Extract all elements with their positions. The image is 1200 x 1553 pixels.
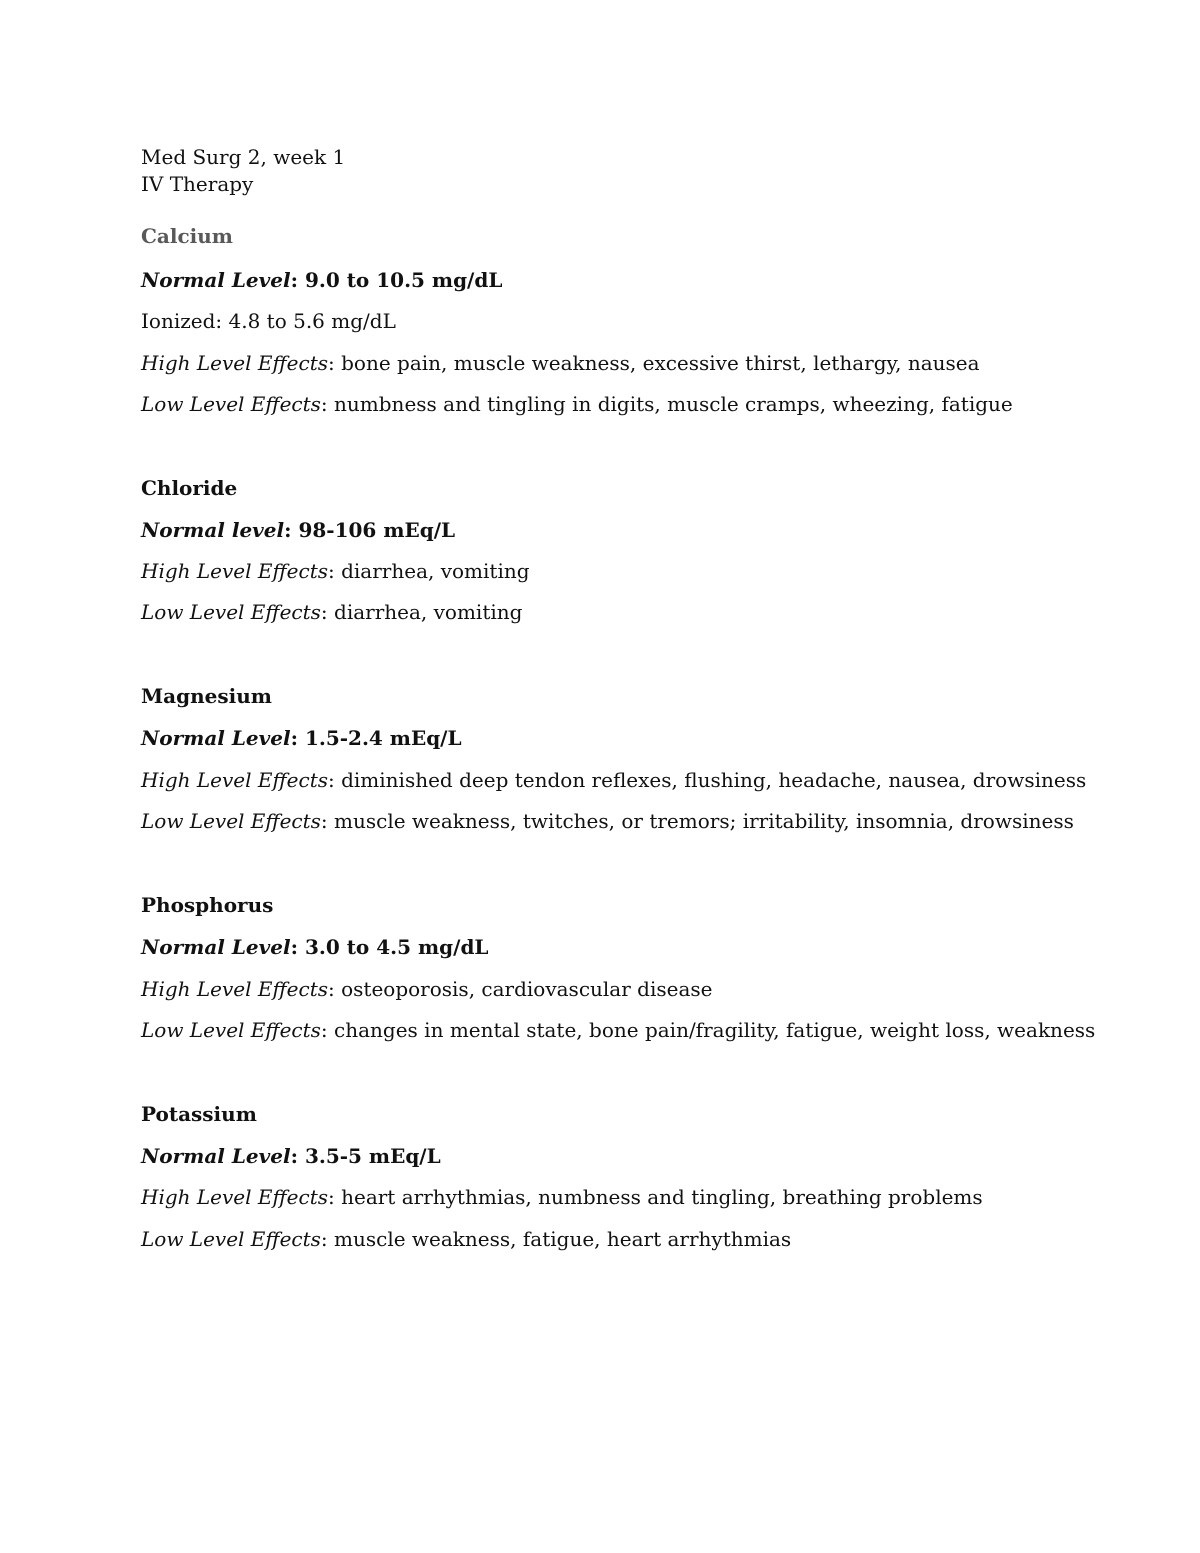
low-effects-label: Low Level Effects: [141, 392, 321, 416]
normal-level-line: Normal Level: 1.5-2.4 mEq/L: [141, 726, 462, 750]
low-effects-text: muscle weakness, twitches, or tremors; irritability, insomnia, drowsiness: [334, 809, 1074, 833]
normal-level-label: Normal Level: [141, 935, 291, 959]
high-effects-line: High Level Effects: heart arrhythmias, numbness and tingling, breathing problems: [141, 1185, 983, 1209]
normal-level-label: Normal Level: [141, 1144, 291, 1168]
high-effects-label: High Level Effects: [141, 768, 328, 792]
high-effects-text: osteoporosis, cardiovascular disease: [341, 977, 713, 1001]
low-effects-text: numbness and tingling in digits, muscle cramps, wheezing, fatigue: [334, 392, 1013, 416]
high-effects-line: High Level Effects: bone pain, muscle weakness, excessive thirst, lethargy, nausea: [141, 351, 980, 375]
low-effects-label: Low Level Effects: [141, 600, 321, 624]
normal-level-line: Normal Level: 3.5-5 mEq/L: [141, 1144, 441, 1168]
low-effects-line: Low Level Effects: numbness and tingling in digits, muscle cramps, wheezing, fatigue: [141, 392, 1013, 416]
normal-level-value: 98-106 mEq/L: [298, 518, 456, 542]
low-effects-text: muscle weakness, fatigue, heart arrhythmias: [334, 1227, 792, 1251]
normal-level-line: Normal Level: 3.0 to 4.5 mg/dL: [141, 935, 489, 959]
section-title: Chloride: [141, 476, 238, 500]
high-effects-text: bone pain, muscle weakness, excessive thirst, lethargy, nausea: [341, 351, 980, 375]
topic-line: IV Therapy: [141, 172, 254, 196]
high-effects-label: High Level Effects: [141, 351, 328, 375]
normal-level-value: 1.5-2.4 mEq/L: [304, 726, 462, 750]
low-effects-label: Low Level Effects: [141, 809, 321, 833]
high-effects-text: diminished deep tendon reflexes, flushing, headache, nausea, drowsiness: [341, 768, 1087, 792]
section-title: Magnesium: [141, 684, 272, 708]
section-title: Potassium: [141, 1102, 257, 1126]
high-effects-line: High Level Effects: diarrhea, vomiting: [141, 559, 530, 583]
high-effects-line: High Level Effects: osteoporosis, cardiovascular disease: [141, 977, 713, 1001]
normal-level-line: Normal level: 98-106 mEq/L: [141, 518, 456, 542]
low-effects-line: Low Level Effects: diarrhea, vomiting: [141, 600, 523, 624]
low-effects-line: Low Level Effects: changes in mental state, bone pain/fragility, fatigue, weight loss, weakness: [141, 1018, 1096, 1042]
low-effects-text: changes in mental state, bone pain/fragility, fatigue, weight loss, weakness: [334, 1018, 1096, 1042]
high-effects-text: heart arrhythmias, numbness and tingling, breathing problems: [341, 1185, 983, 1209]
normal-level-label: Normal Level: [141, 268, 291, 292]
normal-level-label: Normal Level: [141, 726, 291, 750]
low-effects-text: diarrhea, vomiting: [334, 600, 523, 624]
normal-level-line: Normal Level: 9.0 to 10.5 mg/dL: [141, 268, 503, 292]
normal-level-value: 9.0 to 10.5 mg/dL: [304, 268, 503, 292]
high-effects-line: High Level Effects: diminished deep tendon reflexes, flushing, headache, nausea, drowsiness: [141, 768, 1087, 792]
normal-level-label: Normal level: [141, 518, 285, 542]
section-title: Phosphorus: [141, 893, 274, 917]
high-effects-label: High Level Effects: [141, 559, 328, 583]
low-effects-label: Low Level Effects: [141, 1018, 321, 1042]
high-effects-text: diarrhea, vomiting: [341, 559, 530, 583]
course-line: Med Surg 2, week 1: [141, 145, 346, 169]
section-title: Calcium: [141, 224, 233, 248]
low-effects-label: Low Level Effects: [141, 1227, 321, 1251]
low-effects-line: Low Level Effects: muscle weakness, fatigue, heart arrhythmias: [141, 1227, 792, 1251]
normal-level-value: 3.5-5 mEq/L: [304, 1144, 441, 1168]
high-effects-label: High Level Effects: [141, 1185, 328, 1209]
ionized-line: Ionized: 4.8 to 5.6 mg/dL: [141, 309, 396, 333]
normal-level-value: 3.0 to 4.5 mg/dL: [304, 935, 489, 959]
low-effects-line: Low Level Effects: muscle weakness, twitches, or tremors; irritability, insomnia, drowsiness: [141, 809, 1074, 833]
high-effects-label: High Level Effects: [141, 977, 328, 1001]
